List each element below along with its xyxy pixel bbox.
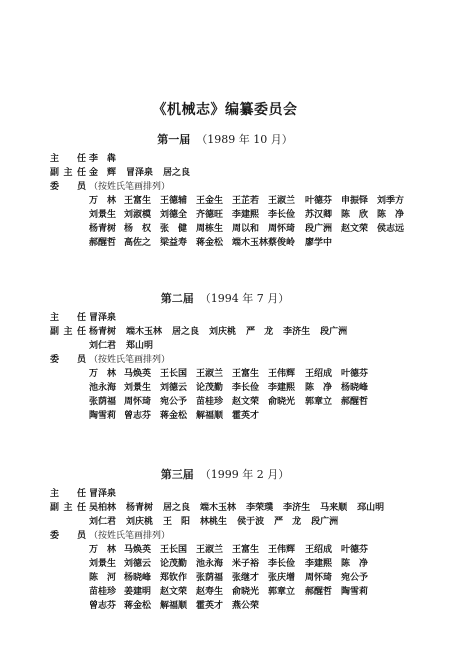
deputy-name: 李济生 bbox=[283, 503, 311, 513]
members-line bbox=[0, 208, 450, 222]
member-name: 池永海 bbox=[196, 559, 224, 569]
member-name: 郝醒哲 bbox=[305, 587, 333, 597]
director-label: 主 任 bbox=[50, 154, 86, 164]
members-note: （按姓氏笔画排列） bbox=[89, 355, 171, 365]
member-name: 廖学中 bbox=[305, 238, 333, 248]
session-first bbox=[0, 133, 450, 250]
deputy-name: 段广洲 bbox=[320, 327, 348, 337]
session-title: 第一届 bbox=[157, 133, 191, 146]
member-name: 叶德芬 bbox=[341, 545, 369, 555]
members-label: 委 员 bbox=[50, 531, 86, 541]
member-name: 叶德芬 bbox=[341, 369, 369, 379]
member-name: 王长国 bbox=[160, 545, 188, 555]
member-name: 张荫福 bbox=[196, 573, 224, 583]
members-line bbox=[0, 367, 450, 381]
member-name: 张庆增 bbox=[268, 573, 296, 583]
member-name: 王绍成 bbox=[305, 369, 333, 379]
deputy-continued-row bbox=[0, 515, 450, 529]
members-line bbox=[0, 395, 450, 409]
deputy-names-line2 bbox=[89, 339, 163, 353]
member-name: 万 林 bbox=[89, 196, 117, 206]
deputy-continued-row bbox=[0, 339, 450, 353]
member-name: 王伟辉 bbox=[268, 369, 296, 379]
deputy-name: 严 龙 bbox=[274, 517, 302, 527]
member-name: 霍英才 bbox=[196, 601, 224, 611]
deputy-name: 居之良 bbox=[172, 327, 200, 337]
members-grid bbox=[0, 194, 450, 250]
members-label-row bbox=[0, 180, 450, 194]
member-name: 李建熙 bbox=[268, 383, 296, 393]
member-name: 杨晓峰 bbox=[341, 383, 369, 393]
members-label: 委 员 bbox=[50, 182, 86, 192]
deputy-name: 杨青树 bbox=[126, 503, 154, 513]
members-label-row bbox=[0, 353, 450, 367]
members-label-row bbox=[0, 529, 450, 543]
member-name: 苗桂珍 bbox=[89, 587, 117, 597]
session-second bbox=[0, 292, 450, 423]
member-name: 齐德旺 bbox=[196, 210, 224, 220]
member-name: 王芷若 bbox=[232, 196, 260, 206]
deputy-name: 严 龙 bbox=[246, 327, 274, 337]
member-name: 陈 净 bbox=[305, 383, 333, 393]
director-label-row bbox=[0, 311, 450, 325]
member-name: 刘季方 bbox=[377, 196, 405, 206]
session-date: （1989 年 10 月） bbox=[196, 133, 293, 146]
director-name: 李 犇 bbox=[89, 154, 117, 164]
member-name: 陶雪莉 bbox=[341, 587, 369, 597]
members-grid bbox=[0, 543, 450, 613]
deputy-name: 端木玉林 bbox=[126, 327, 163, 337]
director-label-row bbox=[0, 152, 450, 166]
member-name: 郑钦作 bbox=[160, 573, 188, 583]
deputy-name: 刘庆桃 bbox=[126, 517, 154, 527]
deputy-name: 冒泽泉 bbox=[126, 168, 154, 178]
members-line bbox=[0, 599, 450, 613]
deputy-name: 刘仁君 bbox=[89, 517, 117, 527]
member-name: 赵文荣 bbox=[341, 224, 369, 234]
director-names bbox=[89, 311, 126, 325]
member-name: 张 健 bbox=[160, 224, 188, 234]
member-name: 蔡俊岭 bbox=[268, 238, 296, 248]
director-name: 冒泽泉 bbox=[89, 489, 117, 499]
member-name: 侯志远 bbox=[377, 224, 405, 234]
members-line bbox=[0, 409, 450, 423]
member-name: 蒋金松 bbox=[196, 238, 224, 248]
members-line bbox=[0, 194, 450, 208]
member-name: 刘德全 bbox=[160, 210, 188, 220]
member-name: 陈 净 bbox=[377, 210, 405, 220]
deputy-name: 居之良 bbox=[163, 168, 191, 178]
member-name: 论茂勤 bbox=[160, 559, 188, 569]
session-date: （1994 年 7 月） bbox=[199, 292, 290, 305]
deputy-name: 刘仁君 bbox=[89, 341, 117, 351]
director-label: 主 任 bbox=[50, 313, 86, 323]
member-name: 周怀琦 bbox=[305, 573, 333, 583]
members-line bbox=[0, 222, 450, 236]
deputy-name: 居之良 bbox=[163, 503, 191, 513]
session-third bbox=[0, 468, 450, 613]
member-name: 杨晓峰 bbox=[124, 573, 152, 583]
director-names bbox=[89, 152, 126, 166]
session-heading bbox=[0, 133, 450, 147]
deputy-name: 马来顺 bbox=[320, 503, 348, 513]
member-name: 王金生 bbox=[196, 196, 224, 206]
members-line bbox=[0, 543, 450, 557]
member-name: 张荫福 bbox=[89, 397, 117, 407]
member-name: 苗桂珍 bbox=[196, 397, 224, 407]
member-name: 王淑兰 bbox=[196, 369, 224, 379]
member-name: 段广洲 bbox=[305, 224, 333, 234]
members-line bbox=[0, 557, 450, 571]
director-names bbox=[89, 487, 126, 501]
member-name: 王淑兰 bbox=[196, 545, 224, 555]
members-line bbox=[0, 585, 450, 599]
deputy-label: 副主任 bbox=[50, 327, 86, 337]
session-title: 第二届 bbox=[160, 292, 194, 305]
member-name: 陶雪莉 bbox=[89, 411, 117, 421]
deputy-label: 副主任 bbox=[50, 168, 86, 178]
member-name: 赵文荣 bbox=[232, 397, 260, 407]
member-name: 蒋金松 bbox=[124, 601, 152, 611]
member-name: 论茂勤 bbox=[196, 383, 224, 393]
member-name: 李长俭 bbox=[268, 210, 296, 220]
member-name: 赵文荣 bbox=[160, 587, 188, 597]
member-name: 俞晓光 bbox=[232, 587, 260, 597]
member-name: 苏汉卿 bbox=[305, 210, 333, 220]
deputy-names bbox=[89, 166, 200, 180]
member-name: 陈 河 bbox=[89, 573, 117, 583]
deputy-label-row bbox=[0, 325, 450, 339]
member-name: 刘景生 bbox=[89, 559, 117, 569]
member-name: 刘淑模 bbox=[124, 210, 152, 220]
deputy-names bbox=[89, 325, 357, 339]
member-name: 宛公予 bbox=[341, 573, 369, 583]
members-label: 委 员 bbox=[50, 355, 86, 365]
deputy-name: 李荣璞 bbox=[246, 503, 274, 513]
member-name: 杨 权 bbox=[124, 224, 152, 234]
member-name: 郝醒哲 bbox=[341, 397, 369, 407]
deputy-name: 侯于波 bbox=[237, 517, 265, 527]
member-name: 李建熙 bbox=[232, 210, 260, 220]
member-name: 燕公荣 bbox=[232, 601, 260, 611]
deputy-name: 郑山明 bbox=[126, 341, 154, 351]
member-name: 王淑兰 bbox=[268, 196, 296, 206]
member-name: 马焕英 bbox=[124, 369, 152, 379]
member-name: 王伟辉 bbox=[268, 545, 296, 555]
members-note: （按姓氏笔画排列） bbox=[89, 182, 171, 192]
member-name: 曾志芬 bbox=[124, 411, 152, 421]
member-name: 刘德云 bbox=[160, 383, 188, 393]
member-name: 米子裕 bbox=[232, 559, 260, 569]
member-name: 郭章立 bbox=[305, 397, 333, 407]
member-name: 李长俭 bbox=[232, 383, 260, 393]
director-label-row bbox=[0, 487, 450, 501]
member-name: 叶德芬 bbox=[305, 196, 333, 206]
member-name: 赵寿生 bbox=[196, 587, 224, 597]
deputy-name: 杨青树 bbox=[89, 327, 117, 337]
member-name: 端木玉林 bbox=[232, 238, 269, 248]
member-name: 解福顺 bbox=[196, 411, 224, 421]
member-name: 周以和 bbox=[232, 224, 260, 234]
page-title: 《机械志》编纂委员会 bbox=[152, 102, 298, 118]
member-name: 王富生 bbox=[232, 369, 260, 379]
member-name: 万 林 bbox=[89, 369, 117, 379]
member-name: 高佐之 bbox=[124, 238, 152, 248]
session-heading bbox=[0, 292, 450, 306]
member-name: 李长俭 bbox=[268, 559, 296, 569]
member-name: 王富生 bbox=[232, 545, 260, 555]
session-date: （1999 年 2 月） bbox=[199, 468, 290, 481]
deputy-name: 吴柏林 bbox=[89, 503, 117, 513]
members-line bbox=[0, 236, 450, 250]
session-heading bbox=[0, 468, 450, 482]
member-name: 王富生 bbox=[124, 196, 152, 206]
member-name: 郝醒哲 bbox=[89, 238, 117, 248]
member-name: 刘德云 bbox=[124, 559, 152, 569]
director-label: 主 任 bbox=[50, 489, 86, 499]
member-name: 解福顺 bbox=[160, 601, 188, 611]
member-name: 周怀琦 bbox=[124, 397, 152, 407]
deputy-name: 李济生 bbox=[283, 327, 311, 337]
deputy-name: 端木玉林 bbox=[200, 503, 237, 513]
session-title: 第三届 bbox=[160, 468, 194, 481]
member-name: 申振铎 bbox=[341, 196, 369, 206]
member-name: 姜建明 bbox=[124, 587, 152, 597]
member-name: 霍英才 bbox=[232, 411, 260, 421]
member-name: 杨青树 bbox=[89, 224, 117, 234]
members-note: （按姓氏笔画排列） bbox=[89, 531, 171, 541]
member-name: 周怀琦 bbox=[268, 224, 296, 234]
member-name: 郭章立 bbox=[268, 587, 296, 597]
member-name: 刘景生 bbox=[89, 210, 117, 220]
member-name: 马焕英 bbox=[124, 545, 152, 555]
member-name: 曾志芬 bbox=[89, 601, 117, 611]
director-name: 冒泽泉 bbox=[89, 313, 117, 323]
deputy-name: 段广洲 bbox=[311, 517, 339, 527]
member-name: 宛公予 bbox=[160, 397, 188, 407]
deputy-label-row bbox=[0, 501, 450, 515]
member-name: 梁益寿 bbox=[160, 238, 188, 248]
member-name: 刘景生 bbox=[124, 383, 152, 393]
member-name: 李建熙 bbox=[305, 559, 333, 569]
member-name: 王绍成 bbox=[305, 545, 333, 555]
member-name: 陈 净 bbox=[341, 559, 369, 569]
deputy-name: 林桃生 bbox=[200, 517, 228, 527]
deputy-names bbox=[89, 501, 394, 515]
members-line bbox=[0, 381, 450, 395]
deputy-name: 邳山明 bbox=[357, 503, 385, 513]
deputy-name: 王 阳 bbox=[163, 517, 191, 527]
deputy-label: 副主任 bbox=[50, 503, 86, 513]
deputy-name: 刘庆桃 bbox=[209, 327, 237, 337]
member-name: 王德辅 bbox=[160, 196, 188, 206]
member-name: 万 林 bbox=[89, 545, 117, 555]
member-name: 周栋生 bbox=[196, 224, 224, 234]
members-line bbox=[0, 571, 450, 585]
deputy-name: 金 辉 bbox=[89, 168, 117, 178]
member-name: 俞晓光 bbox=[268, 397, 296, 407]
member-name: 陈 欣 bbox=[341, 210, 369, 220]
deputy-names-line2 bbox=[89, 515, 348, 529]
deputy-label-row bbox=[0, 166, 450, 180]
member-name: 蒋金松 bbox=[160, 411, 188, 421]
member-name: 池永海 bbox=[89, 383, 117, 393]
member-name: 张继才 bbox=[232, 573, 260, 583]
members-grid bbox=[0, 367, 450, 423]
member-name: 王长国 bbox=[160, 369, 188, 379]
